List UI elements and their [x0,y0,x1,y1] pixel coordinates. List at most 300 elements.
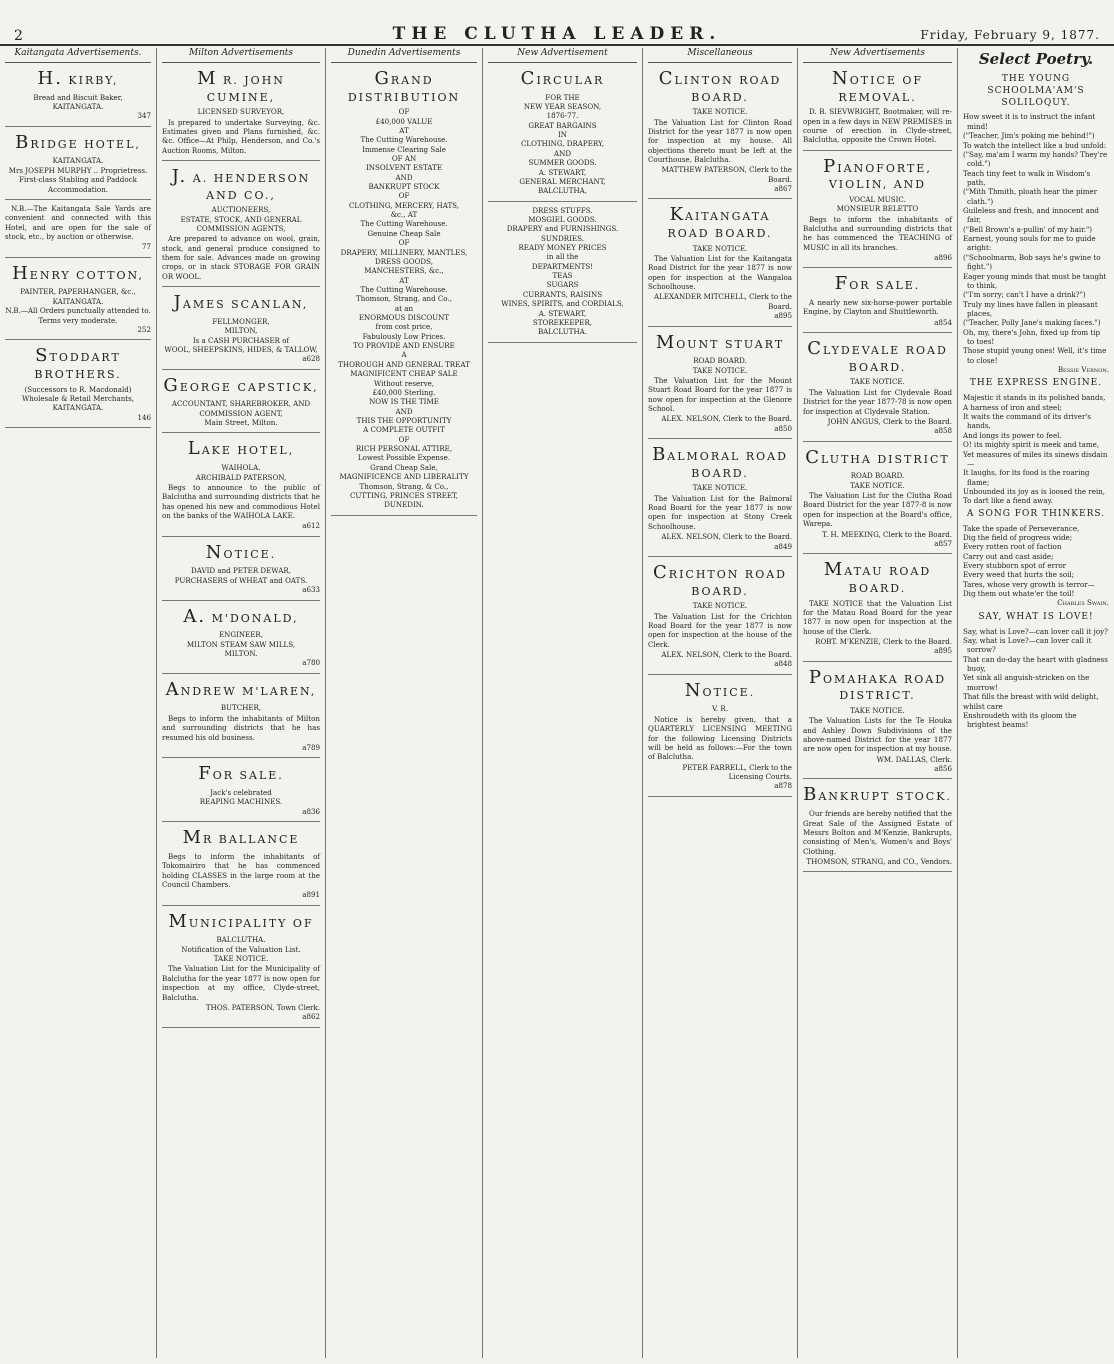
ad-title: CLINTON ROAD BOARD. [658,67,782,104]
poem-line: Guileless and fresh, and innocent and fair, [963,206,1099,225]
column-heading: Kaitangata Advertisements. [5,48,151,63]
ad-body: The Valuation List for the Kaitangata Road District for the year 1877 is now open for inspection at the Wangaloa Schoolhouse. [648,254,792,292]
ad-body: The Valuation Lists for the Te Houka and Ashley Down Subdivisions of the above-named District for the year 1877 are now open for inspection at my house. [803,716,952,754]
ad-line: DUNEDIN. [384,500,424,510]
ad-body: A nearly new six-horse-power portable Engine, by Clayton and Shuttleworth. [803,298,952,317]
ad-line: TAKE NOTICE. [850,377,905,387]
ad-title: MR BALLANCE [182,827,300,849]
ad-body: The Valuation List for the Balmoral Road Board for the year 1877 is now open for inspection at Stony Creek Schoolhouse. [648,493,792,531]
ad-reference: a878 [774,781,792,791]
ad-title: MOUNT STUART [655,331,785,353]
advertisement [803,666,952,774]
ad-line: OF [398,191,410,201]
advertisement [648,331,792,434]
advertisement [803,446,952,549]
ad-line: GENERAL MERCHANT, [519,176,606,186]
ad-line: ENORMOUS DISCOUNT [358,313,450,323]
advertisement [803,67,952,145]
ad-line: Notification of the Valuation List. [181,944,301,954]
poem-author: Bessie Vernon. [1057,365,1109,375]
ad-line: TAKE NOTICE. [850,480,905,490]
ad-line: MILTON. [224,649,258,659]
ad-signature: THOS. PATERSON, Town Clerk. [205,1002,320,1012]
ad-line: DEPARTMENTS! [531,261,594,271]
ad-title: GEORGE CAPSTICK, [163,374,319,396]
ad-line: A. STEWART, [538,167,587,177]
advertisement [803,783,952,866]
poem-line: ("Mith Thmith, ploath hear the pimer clath.") [963,187,1098,206]
ad-reference: 77 [141,242,151,252]
ad-line: RICH PERSONAL ATTIRE, [355,444,453,454]
poem-line: whilst care [963,701,1003,711]
ad-line: MAGNIFICENT CHEAP SALE [350,369,458,379]
ad-reference: a891 [302,890,320,900]
advertisement [162,165,320,281]
ad-line: NEW YEAR SEASON, [523,101,602,111]
advertisement [803,155,952,263]
ad-column [798,48,958,1358]
ad-line: COMMISSION AGENT, [199,408,283,418]
advertisement [648,67,792,194]
ad-reference: a854 [934,317,952,327]
ad-title: NOTICE. [684,679,756,701]
poem-line: It laughs, for its food is the roaring flame; [963,468,1090,487]
ad-reference: a857 [934,538,952,548]
advertisement [331,67,477,510]
poem-line: Every rotten root of faction [963,542,1062,552]
divider [488,342,637,343]
ad-signature: ALEXANDER MITCHELL, Clerk to the Board. [654,292,792,311]
ad-title: J. A. HENDERSON AND CO., [171,165,311,202]
ad-line: Mrs JOSEPH MURPHY .. Proprietress. [8,165,148,175]
poem-line: Carry out and cast aside; [963,551,1054,561]
ad-line: The Cutting Warehouse. [360,135,448,145]
ad-signature: ROBT. M'KENZIE, Clerk to the Board. [815,636,952,646]
ad-line: WINES, SPIRITS, and CORDIALS, [501,299,624,309]
poem-title: THE YOUNG SCHOOLMA'AM'S SOLILOQUY. [987,73,1085,108]
divider [803,150,952,151]
ad-line: KAITANGATA. [52,156,104,166]
ad-signature: PETER FARRELL, Clerk to the Licensing Courts. [682,762,792,781]
ad-title: BRIDGE HOTEL, [15,131,141,153]
ad-reference: a836 [302,806,320,816]
divider [162,1027,320,1028]
poem-line: ("I'm sorry; can't I have a drink?") [963,290,1086,300]
ad-line: from cost price, [375,322,433,332]
ad-signature: JOHN ANGUS, Clerk to the Board. [827,416,952,426]
ad-body: Begs to inform the inhabitants of Tokomairiro that he has commenced holding CLASSES in the large room at the Council Chambers. [162,851,320,889]
ad-reference: a867 [774,184,792,194]
ad-reference: a849 [774,541,792,551]
advertisement [162,437,320,530]
ad-line: GREAT BARGAINS [528,120,597,130]
column-heading: Miscellaneous [648,48,792,63]
ad-title: BANKRUPT STOCK. [803,784,952,806]
ad-line: SUMMER GOODS. [528,158,597,168]
ad-line: A. STEWART, [538,308,587,318]
poem-author: Charles Swain. [1057,598,1109,608]
ad-line: NOW IS THE TIME [369,397,439,407]
divider [162,821,320,822]
ad-title: BALMORAL ROAD BOARD. [652,444,788,480]
ad-line: CLOTHING, MERCERY, HATS, [348,200,460,210]
advertisement [803,558,952,655]
ad-line: CUTTING, PRINCES STREET, [349,490,458,500]
advertisement [5,67,151,121]
poetry-heading: Select Poetry. [978,50,1094,68]
ad-title: CRICHTON ROAD BOARD. [653,561,787,598]
poem-line: Dig the field of progress wide; [963,532,1073,542]
ad-line: Lowest Possible Expense. [357,453,451,463]
ad-line: KAITANGATA. [52,296,104,306]
advertisement [5,131,151,194]
ad-line: DRESS STUFFS. [532,205,593,215]
ad-title: CIRCULAR [520,67,605,89]
poem [963,74,1109,375]
poem-line: Yet sink all anguish-stricken on the morrow! [963,673,1090,692]
advertisement [488,67,637,196]
poem-line: Earnest, young souls for me to guide aright: [963,234,1096,253]
ad-title: KAITANGATA ROAD BOARD. [667,204,773,241]
advertisement [162,67,320,155]
newspaper-title: THE CLUTHA LEADER. [392,24,722,44]
divider [5,427,151,428]
poem-line: A harness of iron and steel; [963,402,1062,412]
divider [803,553,952,554]
ad-body: The Valuation List for the Mount Stuart Road Board for the year 1877 is now open for inspection at the Glenore School. [648,375,792,414]
poem-line: Every weed that hurts the soil; [963,570,1075,580]
ad-line: CLOTHING, DRAPERY, [520,139,605,149]
ad-line: OF [398,238,410,248]
divider [648,198,792,199]
ad-line: READY MONEY PRICES [518,243,607,253]
ad-line: SUNDRIES. [541,233,584,243]
advertisement [162,605,320,668]
ad-line: MONSIEUR BELETTO [836,204,919,214]
poem-line: To watch the intellect like a bud unfold: [963,140,1107,150]
ad-column [157,48,326,1358]
ad-line: Genuine Cheap Sale [367,228,441,238]
ad-line: AUCTIONEERS, [211,205,271,215]
ad-body: TAKE NOTICE that the Valuation List for the Matau Road Board for the year 1877 is now open for inspection at the house of the Clerk. [803,598,952,636]
divider [488,201,637,202]
ad-line: TAKE NOTICE. [692,107,748,117]
ad-line: Terms very moderate. [38,315,118,325]
ad-line: Fabulously Low Prices. [362,331,446,341]
poem-title: SAY, WHAT IS LOVE! [978,611,1094,622]
ad-body: Our friends are hereby notified that the Great Sale of the Assigned Estate of Messrs Bolton and M'Kenzie, Bankrupts, consisting of Men's, Women's and Boys' Clothing. [803,809,952,856]
poem-line: Say, what is Love?—can lover call it joy? [963,626,1108,636]
ad-line: N.B.—All Orders punctually attended to. [5,306,151,316]
ad-line: WOOL, SHEEPSKINS, HIDES, & TALLOW, [164,344,318,354]
ad-line: KAITANGATA. [52,403,104,413]
ad-body: N.B.—The Kaitangata Sale Yards are convenient and connected with this Hotel, and are open for the sale of stock, etc., by auction or otherwise. [5,203,151,241]
divider [803,267,952,268]
ad-line: TAKE NOTICE. [850,705,905,715]
ad-reference: a612 [302,521,320,531]
ad-line: MANCHESTERS, &c., [364,266,444,276]
divider [162,286,320,287]
advertisement [803,272,952,327]
ad-line: MILTON, [224,326,258,336]
ad-line: ACCOUNTANT, SHAREBROKER, AND [171,399,311,409]
masthead [0,0,1114,44]
ad-line: OF [398,107,410,117]
ad-signature: MATTHEW PATERSON, Clerk to the Board. [661,165,792,184]
divider [5,257,151,258]
poem-line: Dig them out whate'er the toil! [963,589,1075,599]
ad-signature: ALEX. NELSON, Clerk to the Board. [661,649,792,659]
ad-line: TO PROVIDE AND ENSURE [353,341,455,351]
ad-line: KAITANGATA. [52,101,104,111]
divider [648,556,792,557]
ad-line: The Cutting Warehouse. [360,284,448,294]
ad-line: Thomson, Strang, and Co., [356,294,452,304]
ad-line: (Successors to R. Macdonald) [24,384,132,394]
ad-reference: a633 [302,585,320,595]
ad-reference: a789 [302,742,320,752]
ad-line: Jack's celebrated [210,788,272,798]
ad-line: PURCHASERS of WHEAT and OATS. [174,575,308,585]
ad-line: ROAD BOARD. [850,471,905,481]
ad-body: Begs to announce to the public of Balclutha and surrounding districts that he has opened his new and commodious Hotel on the banks of the WAIHOLA LAKE. [162,482,320,520]
poem-title: A SONG FOR THINKERS. [966,508,1106,519]
ad-line: TAKE NOTICE. [692,243,748,253]
divider [162,369,320,370]
ad-line: DRAPERY, MILLINERY, MANTLES, [340,247,468,257]
poem-line: ("Bell Brown's a-pullin' of my hair.") [963,224,1093,234]
ad-line: TAKE NOTICE. [213,954,269,964]
ad-line: OF [398,434,410,444]
ad-line: VOCAL MUSIC. [849,194,906,204]
ad-line: FELLMONGER, [212,316,270,326]
ad-line: BALCLUTHA, [537,186,588,196]
poem-line: And longs its power to feel. [963,430,1062,440]
ad-line: &c., AT [390,210,418,220]
ad-line: AND [553,148,572,158]
ad-title: NOTICE. [205,541,277,563]
poem-line: ("Say, ma'am I warm my hands? They're cold.") [963,149,1108,169]
ad-signature: THOMSON, STRANG, and CO., Vendors. [806,856,952,866]
ad-body: Is prepared to undertake Surveying, &c. Estimates given and Plans furnished, &c. &c. Office—At Philp, Henderson, and Co.'s Auction Rooms, Milton. [162,117,320,155]
ad-title: CLYDEVALE ROAD BOARD. [807,338,948,374]
ad-line: CURRANTS, RAISINS [522,289,603,299]
ad-line: ESTATE, STOCK, AND GENERAL COMMISSION AGENTS, [180,214,302,233]
ad-line: FOR THE [545,92,580,102]
ad-signature: WM. DALLAS, Clerk. [876,754,952,764]
divider [648,438,792,439]
ad-line: Is a CASH PURCHASER of [192,335,290,345]
ad-body: Notice is hereby given, that a QUARTERLY LICENSING MEETING for the following Licensing Districts will be held as follows:—For the town of Balclutha. [648,714,792,762]
ad-line: AND [395,406,413,416]
ad-line: BALCLUTHA. [537,327,588,337]
ad-line: Wholesale & Retail Merchants, [21,393,135,403]
ad-line: Without reserve, [373,378,435,388]
poem-line: Enshroudeth with its gloom the brightest beams! [963,710,1077,730]
advertisement [488,206,637,337]
ad-line: AND [395,172,413,182]
ad-line: TAKE NOTICE. [692,365,748,375]
ad-title: FOR SALE. [834,273,921,295]
ad-line: DRAPERY and FURNISHINGS. [506,224,619,234]
ad-line: THOROUGH AND GENERAL TREAT [338,359,470,369]
ad-line: A COMPLETE OUTFIT [363,425,445,435]
ad-line: INSOLVENT ESTATE [365,163,443,173]
ad-line: MOSGIEL GOODS. [528,214,597,224]
divider [648,326,792,327]
divider [5,199,151,200]
ad-signature: ALEX. NELSON, Clerk to the Board. [661,532,792,542]
ad-line: Thomson, Strang, & Co., [359,481,449,491]
ad-line: Grand Cheap Sale, [370,462,438,472]
ad-reference: a848 [774,659,792,669]
ad-reference: a895 [774,311,792,321]
advertisement [5,262,151,335]
ad-line: THIS THE OPPORTUNITY [356,416,452,425]
ad-line: WAIHOLA. [221,463,261,473]
advertisement [162,291,320,364]
ad-reference: a862 [302,1012,320,1022]
ad-reference: 347 [137,111,151,121]
ad-column [483,48,643,1358]
ad-line: STOREKEEPER, [532,317,593,327]
advertisement [803,337,952,435]
ad-line: MAGNIFICENCE AND LIBERALITY [339,472,469,482]
column-heading: New Advertisements [803,48,952,63]
ad-title: STODDART BROTHERS. [34,345,122,381]
ad-title: LAKE HOTEL, [187,438,295,460]
poem-line: Eager young minds that must be taught to think, [963,271,1107,290]
advertisement [648,443,792,551]
advertisement [648,203,792,320]
poem-line: O! its mighty spirit is meek and tame, [963,440,1100,450]
advertisement [5,344,151,422]
ad-line: REAPING MACHINES. [199,797,283,807]
ad-body: Begs to inform the inhabitants of Balclutha and surrounding districts that he has commenced the TEACHING of MUSIC in all its branches. [803,214,952,252]
poem-line: To dart like a fiend away. [963,496,1053,506]
poem-line: Truly my lines have fallen in pleasant places, [963,299,1098,318]
ad-title: MUNICIPALITY OF [168,910,314,932]
issue-date: Friday, February 9, 1877. [920,28,1100,42]
divider [648,674,792,675]
poem-line: Teach tiny feet to walk in Wisdom's path, [963,168,1091,187]
ad-line: DRESS GOODS, [375,256,433,266]
ad-title: HENRY COTTON, [12,262,144,284]
ad-body: The Valuation List for Clydevale Road District for the year 1877-78 is now open for inspection at Clydevale Station. [803,387,952,416]
divider [803,871,952,872]
ad-line: at an [394,303,414,313]
ad-line: £40,000 VALUE [375,116,433,126]
ad-title: H. KIRBY, [37,67,119,89]
poem-line: That can do-day the heart with gladness buoy, [963,654,1108,674]
divider [5,339,151,340]
ad-line: V. R. [712,704,728,714]
poem [963,378,1109,505]
poem [963,509,1109,608]
poetry-column [958,48,1114,1358]
advertisement [162,374,320,428]
divider [648,796,792,797]
advertisement [162,678,320,753]
ad-line: 1876-77. [546,111,579,121]
ad-line: TEAS [552,271,573,281]
ad-line: ARCHIBALD PATERSON, [195,472,287,482]
divider [162,536,320,537]
ad-title: NOTICE OF REMOVAL. [831,67,924,104]
ad-body: D. B. SIEVWRIGHT, Bootmaker, will re-open in a few days in NEW PREMISES in course of erection in Clyde-street, Balclutha, opposite the Crown Hotel. [803,107,952,145]
ad-reference: 146 [137,412,151,422]
ad-title: PIANOFORTE, VIOLIN, AND [823,155,932,192]
poem-line: Majestic it stands in its polished bands, [963,393,1106,403]
poem-line: Say, what is Love?—can lover call it sorrow? [963,636,1092,655]
ad-reference: a895 [934,646,952,656]
divider [162,905,320,906]
poem-line: Tares, whose very growth is terror— [963,579,1095,589]
poem-line: How sweet it is to instruct the infant mind! [963,112,1096,131]
ad-line: Bread and Biscuit Baker, [33,92,123,102]
poem-line: Unbounded its joy as is loosed the rein, [963,486,1106,496]
poem-line: ("Teacher, Jim's poking me behind!") [963,131,1095,141]
ad-body: The Valuation List for Clinton Road District for the year 1877 is now open for inspection at my house. All objections thereto must be left at the Courthouse, Balclutha. [648,117,792,164]
ad-line: £40,000 Sterling. [372,387,436,397]
ad-column [326,48,483,1358]
ad-title: ANDREW M'LAREN, [165,678,317,700]
ad-title: CLUTHA DISTRICT [805,446,950,468]
divider [803,332,952,333]
divider [162,160,320,161]
ad-reference: a780 [302,658,320,668]
ad-title: MATAU ROAD BOARD. [823,559,932,595]
divider [162,600,320,601]
ad-title: A. M'DONALD, [183,605,299,627]
ad-line: Main Street, Milton. [204,418,278,428]
advertisement [5,204,151,252]
ad-line: The Cutting Warehouse. [360,219,448,229]
ad-title: M R. JOHN CUMINE, [197,67,285,104]
masthead-rule [0,44,1114,46]
ad-line: BANKRUPT STOCK [368,182,440,192]
poem-line: Yet measures of miles its sinews disdain— [963,449,1108,468]
ad-line: in all the [546,252,579,262]
ad-body: Begs to inform the inhabitants of Milton and surrounding districts that he has resumed his old business. [162,713,320,742]
ad-title: FOR SALE. [198,763,284,785]
poem-line: Oh, my, there's John, fixed up from tip to toes! [963,327,1101,347]
ad-body: Are prepared to advance on wool, grain, stock, and general produce consigned to them for sale. Advances made on growing crops, or in stack STORAGE FOR GRAIN OR WOOL. [162,234,320,281]
ad-column [643,48,798,1358]
ad-line: SUGARS [546,280,579,290]
ad-line: A [401,350,407,360]
ad-column [0,48,157,1358]
divider [803,778,952,779]
advertisement [162,541,320,595]
poem-line: Those stupid young ones! Well, it's time to close! [963,346,1107,365]
advertisement [648,561,792,669]
ad-reference: a856 [934,764,952,774]
ad-line: BALCLUTHA. [216,935,266,945]
advertisement [648,679,792,791]
ad-line: AT [399,125,409,135]
advertisement [162,826,320,900]
ad-line: ENGINEER, [218,630,263,640]
ad-title: JAMES SCANLAN, [173,292,309,314]
ad-line: TAKE NOTICE. [692,601,748,611]
ad-body: The Valuation List for the Municipality of Balclutha for the year 1877 is now open for inspection at my office, Clyde-street, Balclutha. [162,964,320,1002]
divider [803,441,952,442]
divider [5,126,151,127]
ad-line: DAVID and PETER DEWAR, [191,566,291,576]
divider [162,757,320,758]
ad-reference: a628 [302,354,320,364]
